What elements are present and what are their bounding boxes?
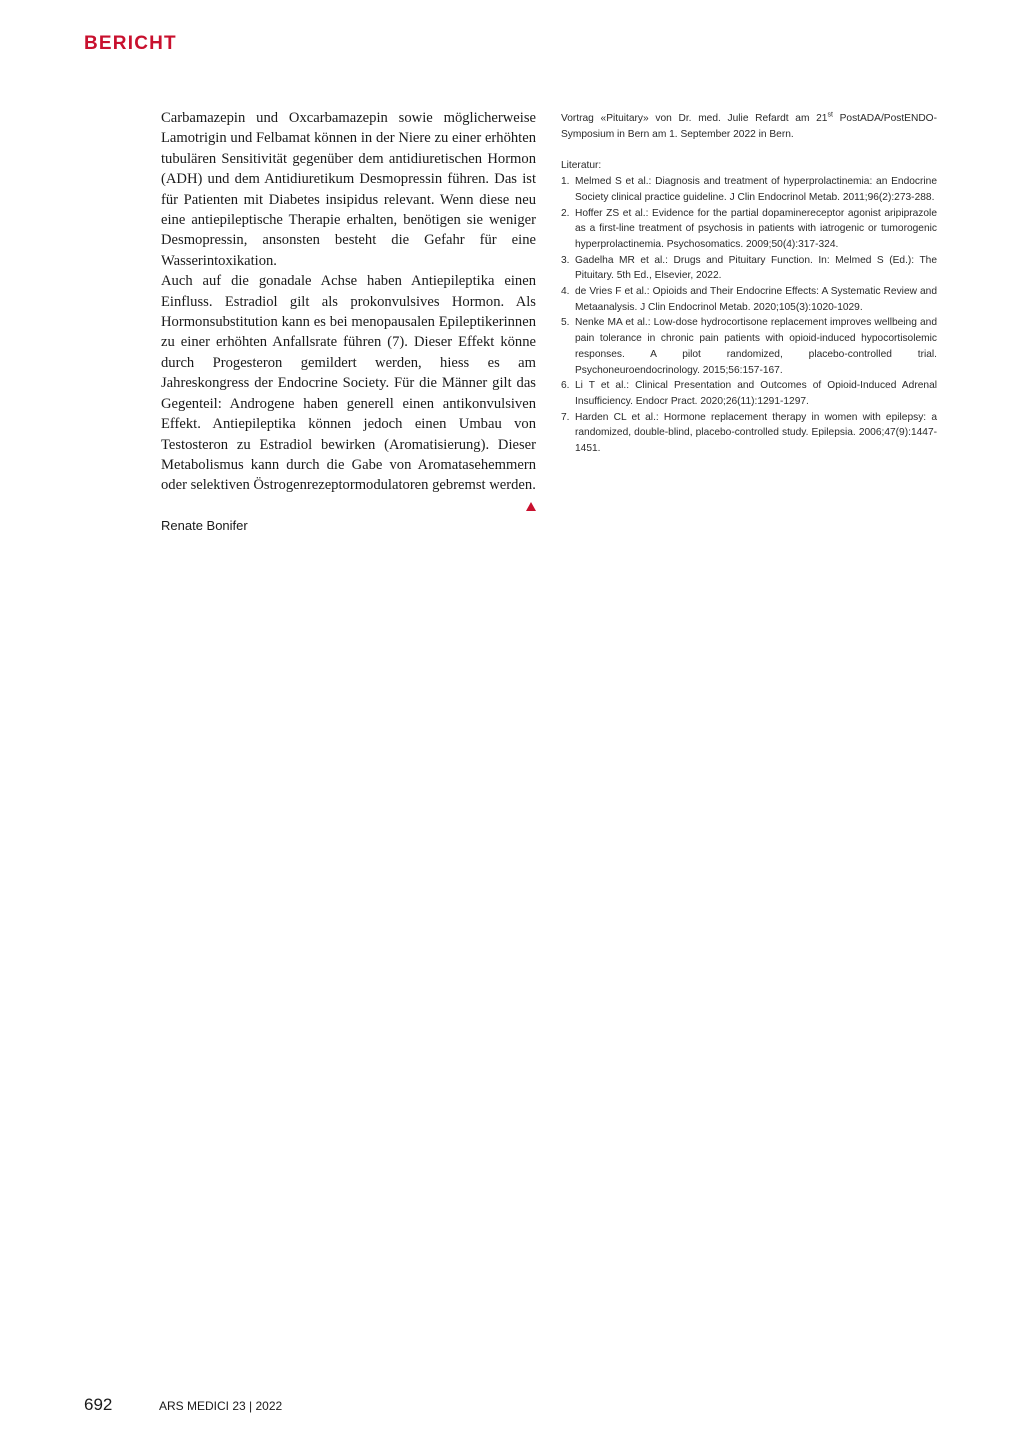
reference-text: Melmed S et al.: Diagnosis and treatment of hyperprolactinemia: an Endocrine Society clinical practice guideline. J Clin Endocrinol Metab. 2011;96(2):273-288.	[575, 176, 937, 203]
article-body	[161, 108, 536, 533]
reference-item	[561, 378, 937, 409]
reference-number: 2.	[561, 207, 570, 219]
section-label: BERICHT	[84, 33, 177, 54]
end-of-article-icon	[526, 502, 536, 511]
body-text	[161, 108, 536, 496]
reference-number: 1.	[561, 176, 570, 188]
reference-item	[561, 174, 937, 205]
reference-item	[561, 284, 937, 315]
presentation-note	[561, 111, 937, 142]
presentation-note-text-end: PostADA/PostENDO-Symposium in Bern am 1. September 2022 in Bern.	[561, 113, 937, 140]
reference-number: 5.	[561, 317, 570, 329]
reference-text: Hoffer ZS et al.: Evidence for the partial dopaminereceptor agonist aripiprazole as a first-line treatment of psychosis in patients with iatrogenic or tumorogenic hyperprolactinemia. Psychosomatics. 2009;50(4):317-324.	[575, 207, 937, 250]
reference-list	[561, 174, 937, 457]
presentation-note-text: Vortrag «Pituitary» von Dr. med. Julie Refardt am 21	[561, 113, 828, 124]
presentation-note-sup: st	[827, 111, 833, 119]
reference-text: Gadelha MR et al.: Drugs and Pituitary Function. In: Melmed S (Ed.): The Pituitary. 5th Ed., Elsevier, 2022.	[575, 254, 937, 282]
page-number: 692	[84, 1395, 113, 1414]
reference-text: Harden CL et al.: Hormone replacement therapy in women with epilepsy: a randomized, double-blind, placebo-controlled study. Epilepsia. 2006;47(9):1447-1451.	[575, 411, 937, 455]
reference-number: 4.	[561, 286, 570, 298]
reference-number: 3.	[561, 254, 570, 266]
journal-issue: ARS MEDICI 23 | 2022	[159, 1399, 283, 1413]
reference-item	[561, 315, 937, 378]
paragraph: Carbamazepin und Oxcarbamazepin sowie möglicherweise Lamotrigin und Felbamat können in der Niere zu einer erhöhten tubulären Sensitivität gegenüber dem antidiuretischen Hormon (ADH) und dem Antidiuretikum Desmopressin führen. Das ist für Patienten mit Diabetes insipidus relevant. Wenn diese neu eine antiepileptische Therapie erhalten, benötigen sie weniger Desmopressin, ansonsten besteht die Gefahr für eine Wasserintoxikation.	[161, 110, 536, 269]
reference-item	[561, 410, 937, 457]
sidebar	[561, 111, 937, 457]
reference-item	[561, 206, 937, 253]
reference-number: 7.	[561, 411, 570, 423]
paragraph-text: Auch auf die gonadale Achse haben Antiepileptika einen Einfluss. Estradiol gilt als prokonvulsives Hormon. Als Hormonsubstitution kann es bei menopausalen Epileptikerinnen zu einer erhöhten Anfallsrate führen (7). Dieser Effekt könne durch Progesteron gemildert werden, hiess es am Jahreskongress der Endocrine Society. Für die Männer gilt das Gegenteil: Androgene haben generell einen antikonvulsiven Effekt. Antiepileptika können jedoch einen Umbau von Testosteron zu Estradiol bewirken (Aromatisierung). Dieser Metabolismus kann durch die Gabe von Aromatasehemmern oder selektiven Östrogenrezeptormodulatoren gebremst werden.	[161, 273, 536, 494]
reference-text: Nenke MA et al.: Low-dose hydrocortisone replacement improves wellbeing and pain tolerance in chronic pain patients with opioid-induced hypocortisolemic responses. A pilot randomized, placebo-controlled trial. Psychoneuroendocrinology. 2015;56:157-167.	[575, 317, 937, 376]
page-footer	[84, 1395, 282, 1415]
reference-item	[561, 253, 937, 284]
literature-heading: Literatur:	[561, 160, 602, 172]
paragraph	[161, 271, 536, 495]
reference-text: de Vries F et al.: Opioids and Their Endocrine Effects: A Systematic Review and Metaanalysis. J Clin Endocrinol Metab. 2020;105(3):1020-1029.	[575, 286, 937, 313]
reference-number: 6.	[561, 380, 570, 392]
reference-text: Li T et al.: Clinical Presentation and Outcomes of Opioid-Induced Adrenal Insufficiency. Endocr Pract. 2020;26(11):1291-1297.	[575, 380, 937, 407]
author: Renate Bonifer	[161, 517, 248, 533]
